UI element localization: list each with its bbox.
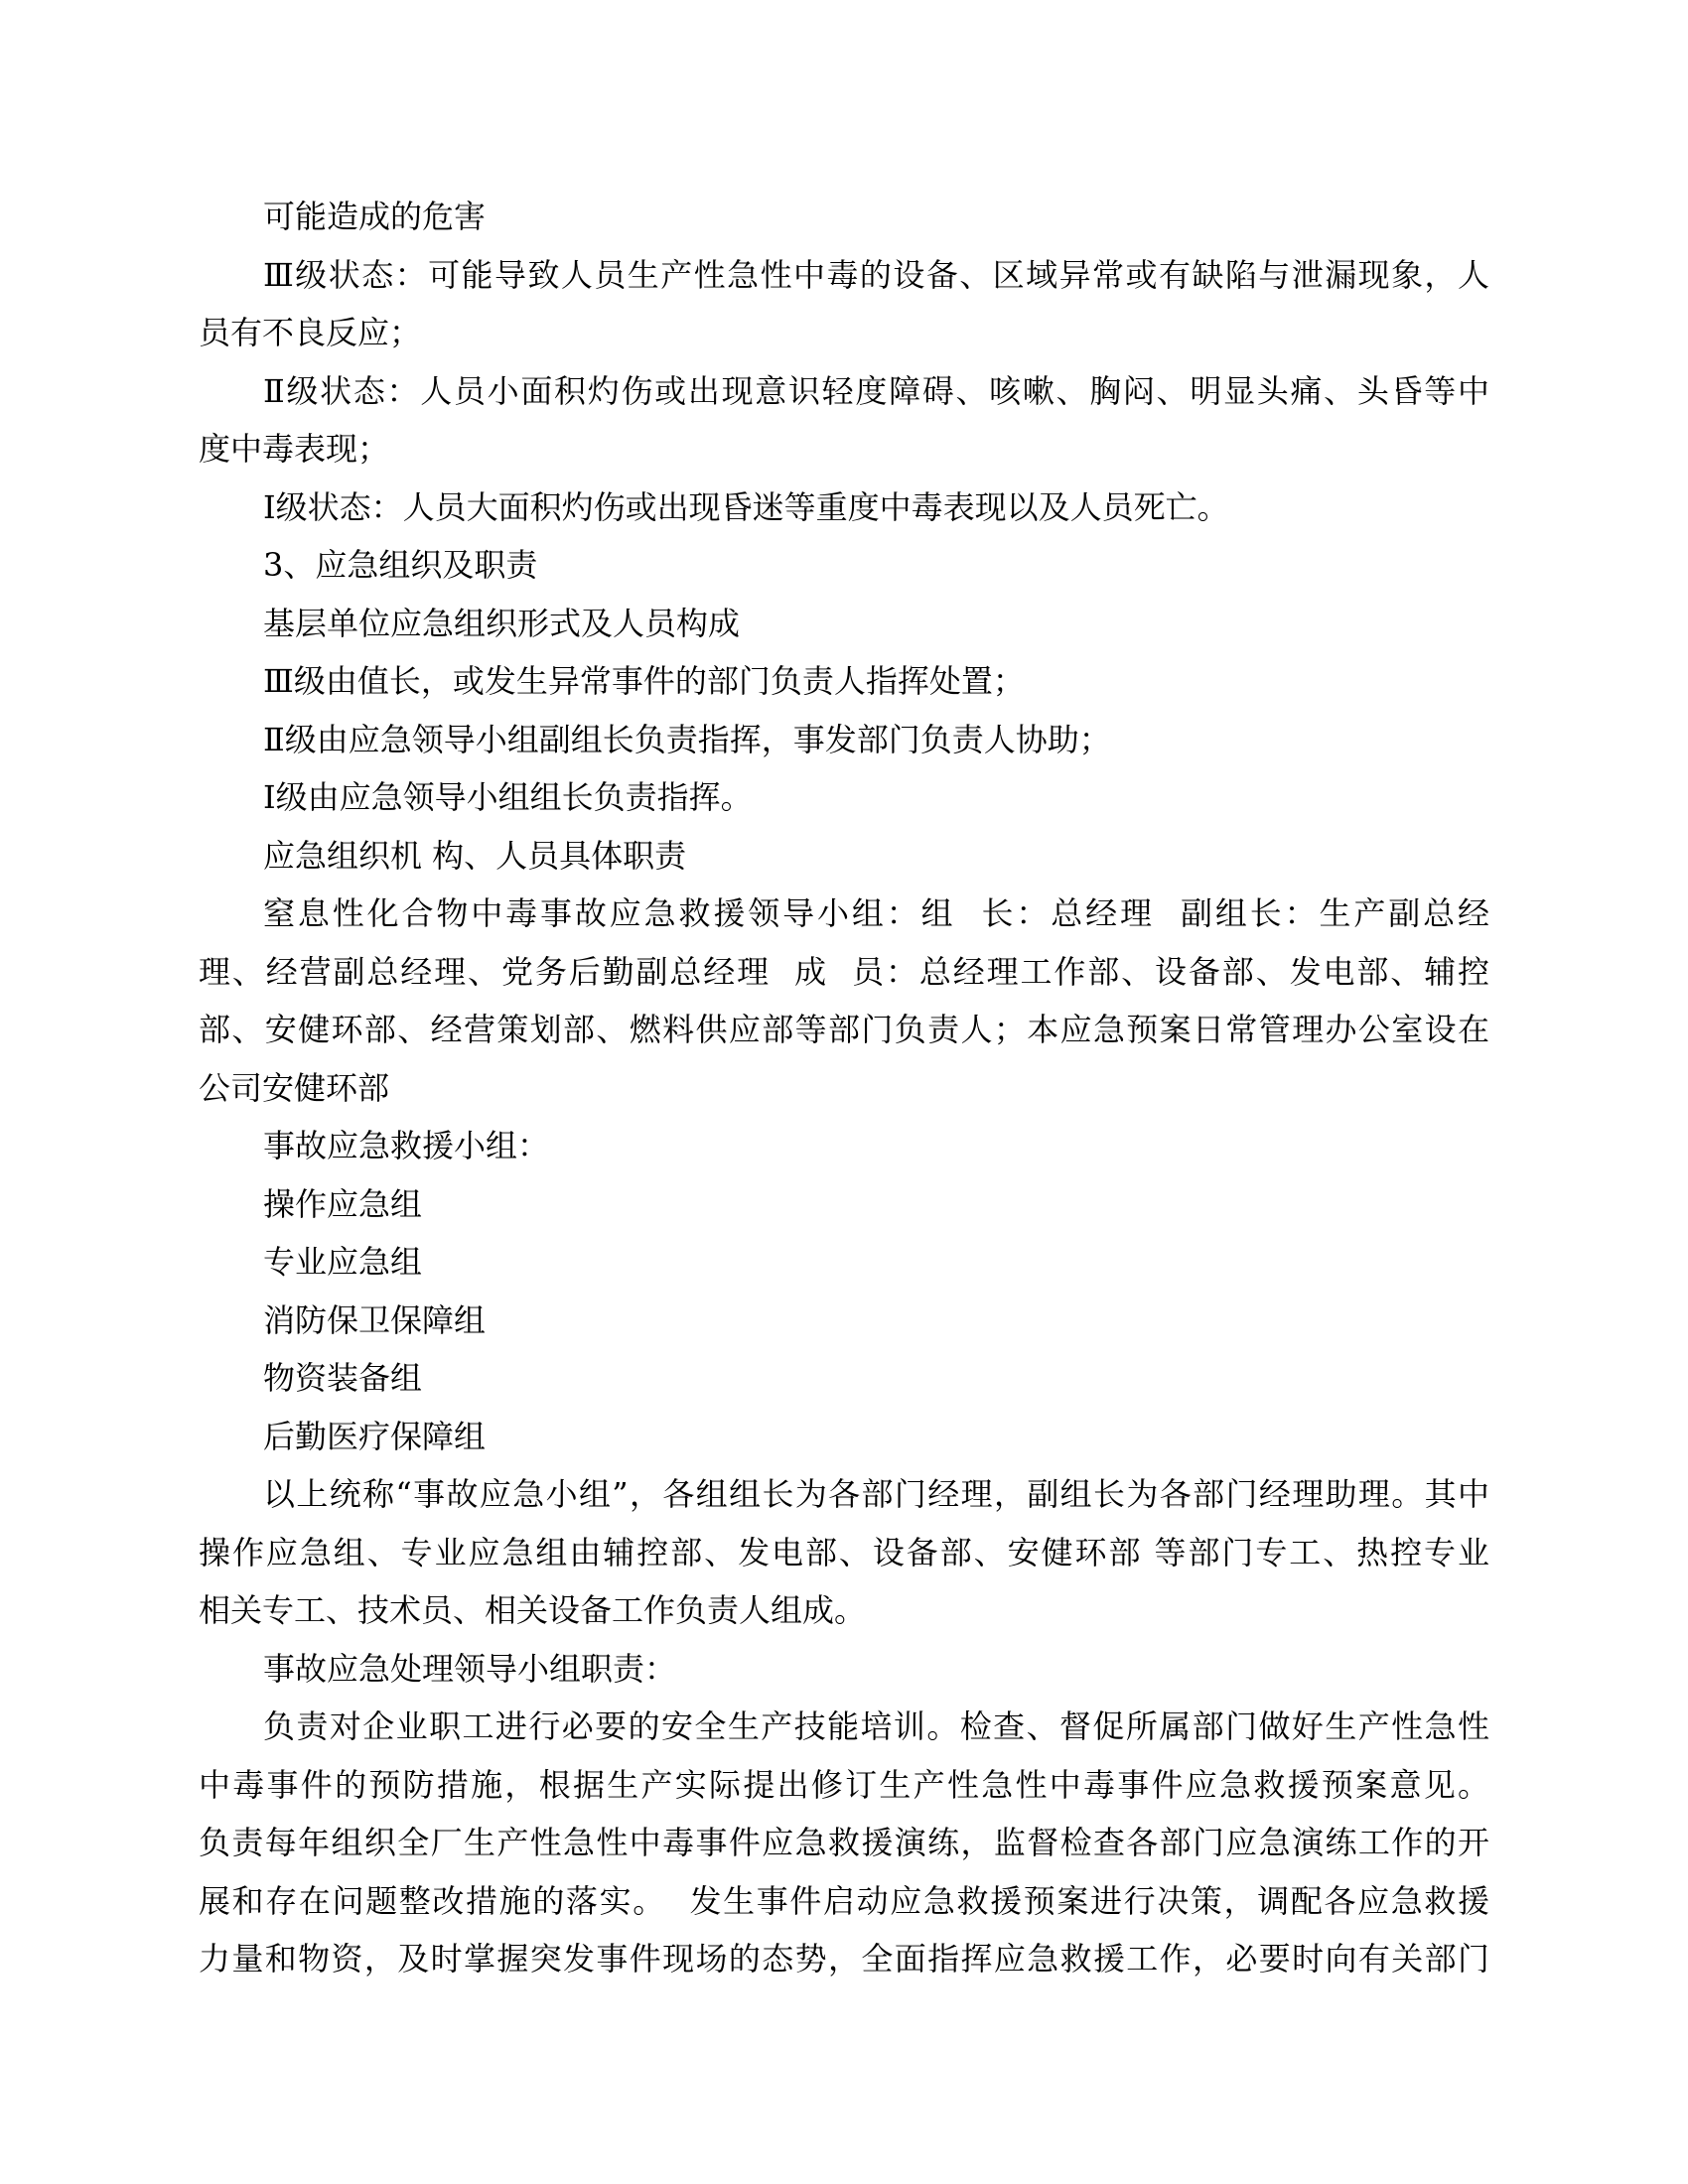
document-line: 员有不良反应； xyxy=(199,314,422,351)
document-body xyxy=(199,188,1489,1988)
document-line: 可能造成的危害 xyxy=(263,198,487,235)
document-line: 消防保卫保障组 xyxy=(263,1300,487,1339)
document-line: 展和存在问题整改措施的落实。 发生事件启动应急救援预案进行决策，调配各应急救援 xyxy=(199,1881,1489,1920)
document-line: 负责对企业职工进行必要的安全生产技能培训。检查、督促所属部门做好生产性急性 xyxy=(263,1707,1489,1745)
document-line: 基层单位应急组织形式及人员构成 xyxy=(263,604,741,642)
document-line: 操作应急组 xyxy=(263,1184,423,1223)
document-line: 操作应急组、专业应急组由辅控部、发电部、设备部、安健环部 等部门专工、热控专业 xyxy=(199,1533,1489,1571)
document-line: 3、应急组织及职责 xyxy=(263,546,538,584)
document-line: 度中毒表现； xyxy=(199,430,390,468)
document-line: Ⅲ级由值长，或发生异常事件的部门负责人指挥处置； xyxy=(263,662,1025,700)
document-line: 后勤医疗保障组 xyxy=(263,1417,487,1455)
document-line: 窒息性化合物中毒事故应急救援领导小组：组 长：总经理 副组长：生产副总经 xyxy=(263,894,1489,932)
document-line: Ⅰ级状态：人员大面积灼伤或出现昏迷等重度中毒表现以及人员死亡。 xyxy=(263,487,1229,526)
document-line: 负责每年组织全厂生产性急性中毒事件应急救援演练，监督检查各部门应急演练工作的开 xyxy=(199,1824,1489,1861)
document-line: 部、安健环部、经营策划部、燃料供应部等部门负责人；本应急预案日常管理办公室设在 xyxy=(199,1011,1489,1048)
document-line: 专业应急组 xyxy=(263,1243,423,1281)
document-line: 事故应急处理领导小组职责： xyxy=(263,1649,677,1688)
document-line: Ⅱ级由应急领导小组副组长负责指挥，事发部门负责人协助； xyxy=(263,720,1111,758)
document-line: 物资装备组 xyxy=(263,1359,423,1397)
document-line: Ⅰ级由应急领导小组组长负责指挥。 xyxy=(263,778,753,816)
document-line: 以上统称“事故应急小组”，各组组长为各部门经理，副组长为各部门经理助理。其中 xyxy=(263,1475,1489,1513)
document-line: 理、经营副总经理、党务后勤副总经理 成 员：总经理工作部、设备部、发电部、辅控 xyxy=(199,952,1489,991)
document-line: Ⅲ级状态：可能导致人员生产性急性中毒的设备、区域异常或有缺陷与泄漏现象，人 xyxy=(263,255,1489,294)
document-line: 应急组织机 构、人员具体职责 xyxy=(263,836,687,875)
document-line: 公司安健环部 xyxy=(199,1068,390,1107)
document-line: 中毒事件的预防措施，根据生产实际提出修订生产性急性中毒事件应急救援预案意见。 xyxy=(199,1765,1489,1804)
document-line: Ⅱ级状态：人员小面积灼伤或出现意识轻度障碍、咳嗽、胸闷、明显头痛、头昏等中 xyxy=(263,371,1489,410)
document-line: 力量和物资，及时掌握突发事件现场的态势，全面指挥应急救援工作，必要时向有关部门 xyxy=(199,1940,1489,1978)
document-line: 事故应急救援小组： xyxy=(263,1127,550,1164)
document-line: 相关专工、技术员、相关设备工作负责人组成。 xyxy=(199,1591,867,1629)
